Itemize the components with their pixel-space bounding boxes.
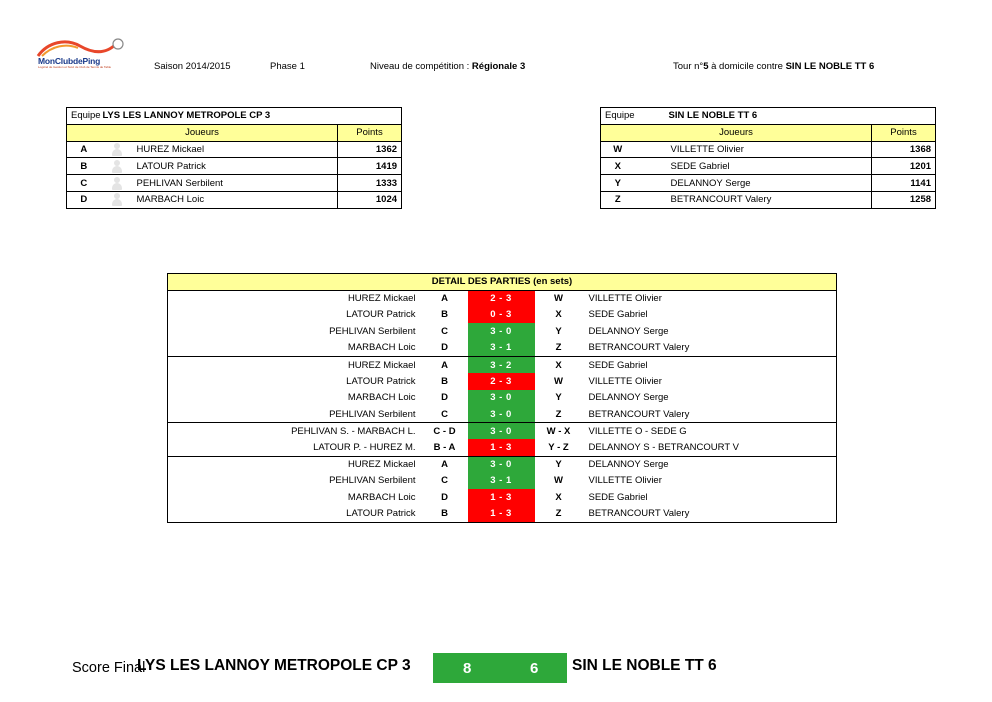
match-away-player: VILLETTE O - SEDE G [583, 423, 837, 440]
match-home-player: LATOUR Patrick [168, 506, 422, 523]
match-row [168, 456, 837, 473]
home-team-name: LYS LES LANNOY METROPOLE CP 3 [101, 108, 402, 125]
home-player-points: 1362 [338, 141, 402, 158]
home-col-players: Joueurs [67, 124, 338, 141]
player-avatar-icon [112, 177, 122, 190]
match-away-letter: W [554, 293, 563, 305]
match-home-player: PEHLIVAN S. - MARBACH L. [168, 423, 422, 440]
match-away-letter: Z [535, 340, 583, 357]
away-player-name: BETRANCOURT Valery [667, 191, 872, 208]
match-score: 0 - 3 [468, 307, 535, 324]
match-home-player: PEHLIVAN Serbilent [168, 406, 422, 423]
match-row [168, 290, 837, 307]
match-row [168, 356, 837, 373]
match-away-player: BETRANCOURT Valery [583, 340, 837, 357]
match-away-player: SEDE Gabriel [583, 307, 837, 324]
match-row [168, 473, 837, 490]
match-away-letter: Y [555, 326, 562, 338]
home-team-table [66, 107, 402, 209]
away-col-players: Joueurs [601, 124, 872, 141]
away-player-points: 1258 [872, 191, 936, 208]
match-score: 3 - 0 [468, 456, 535, 473]
match-row [168, 307, 837, 324]
home-player-name: LATOUR Patrick [133, 158, 338, 175]
away-col-points: Points [872, 124, 936, 141]
away-player-points: 1141 [872, 175, 936, 192]
home-equipe-label: Equipe [67, 108, 101, 125]
away-team-table [600, 107, 936, 209]
logo-swoosh-icon [36, 36, 128, 58]
final-score-label: Score Final [72, 660, 146, 676]
match-score: 1 - 3 [468, 506, 535, 523]
match-home-player: MARBACH Loic [168, 489, 422, 506]
away-player-row: Y DELANNOY Serge 1141 [601, 175, 936, 192]
match-away-letter: X [555, 492, 562, 504]
final-away-score: 6 [530, 660, 539, 677]
match-away-player: VILLETTE Olivier [583, 290, 837, 307]
match-home-letter: C [441, 475, 448, 487]
match-score: 2 - 3 [468, 373, 535, 390]
match-away-player: VILLETTE Olivier [583, 473, 837, 490]
match-row [168, 506, 837, 523]
match-home-player: PEHLIVAN Serbilent [168, 473, 422, 490]
away-player-row: X SEDE Gabriel 1201 [601, 158, 936, 175]
match-score: 2 - 3 [468, 290, 535, 307]
match-away-player: BETRANCOURT Valery [583, 506, 837, 523]
match-home-letter: B - A [422, 439, 468, 456]
home-player-name: MARBACH Loic [133, 191, 338, 208]
match-row [168, 373, 837, 390]
match-home-letter: D [422, 340, 468, 357]
home-player-points: 1333 [338, 175, 402, 192]
match-away-letter: Z [535, 506, 583, 523]
home-player-row: B LATOUR Patrick 1419 [67, 158, 402, 175]
season-label: Saison 2014/2015 [154, 61, 231, 72]
round-info: Tour n°5 à domicile contre SIN LE NOBLE TT 6 [673, 61, 875, 72]
competition-level: Niveau de compétition : Régionale 3 [370, 61, 526, 72]
match-score: 3 - 0 [468, 323, 535, 340]
final-home-score: 8 [463, 660, 472, 677]
home-player-points: 1024 [338, 191, 402, 208]
match-away-letter: Y - Z [535, 439, 583, 456]
match-away-player: DELANNOY Serge [583, 323, 837, 340]
club-logo [36, 36, 128, 68]
match-row [168, 439, 837, 456]
match-home-letter: C [441, 326, 448, 338]
match-home-player: LATOUR Patrick [168, 307, 422, 324]
match-away-letter: Y [555, 392, 562, 404]
match-score: 3 - 0 [468, 423, 535, 440]
away-player-row: W VILLETTE Olivier 1368 [601, 141, 936, 158]
away-equipe-label: Equipe [601, 108, 635, 125]
away-player-name: SEDE Gabriel [667, 158, 872, 175]
away-player-name: VILLETTE Olivier [667, 141, 872, 158]
match-away-letter: W [554, 375, 563, 387]
match-score: 3 - 1 [468, 340, 535, 357]
home-player-points: 1419 [338, 158, 402, 175]
match-row [168, 390, 837, 407]
match-home-player: MARBACH Loic [168, 390, 422, 407]
match-away-player: DELANNOY S - BETRANCOURT V [583, 439, 837, 456]
match-home-letter: B [441, 309, 448, 321]
match-home-letter: B [441, 375, 448, 387]
match-home-letter: C - D [433, 425, 456, 437]
home-player-row: A HUREZ Mickael 1362 [67, 141, 402, 158]
away-player-name: DELANNOY Serge [667, 175, 872, 192]
home-col-points: Points [338, 124, 402, 141]
match-score: 3 - 0 [468, 406, 535, 423]
match-score: 3 - 1 [468, 473, 535, 490]
match-home-letter: C [422, 406, 468, 423]
match-away-player: SEDE Gabriel [583, 489, 837, 506]
home-player-name: HUREZ Mickael [133, 141, 338, 158]
match-detail-table [167, 273, 837, 523]
match-away-letter: W - X [546, 425, 571, 437]
match-home-letter: A [441, 459, 448, 471]
away-player-points: 1201 [872, 158, 936, 175]
competition-level-value: Régionale 3 [471, 61, 526, 72]
round-number: 5 [703, 61, 709, 72]
home-player-row: D MARBACH Loic 1024 [67, 191, 402, 208]
final-away-team: SIN LE NOBLE TT 6 [572, 657, 717, 674]
match-away-letter: X [555, 309, 562, 321]
logo-tagline: Logiciel de Gestion et Suivi de Club de Tennis de Table [38, 65, 112, 69]
match-score: 3 - 2 [468, 356, 535, 373]
match-score: 1 - 3 [468, 439, 535, 456]
match-row [168, 489, 837, 506]
match-home-letter: A [441, 293, 448, 305]
detail-title: DETAIL DES PARTIES (en sets) [168, 274, 837, 291]
final-home-team: LYS LES LANNOY METROPOLE CP 3 [137, 657, 411, 674]
match-home-letter: B [422, 506, 468, 523]
home-player-row: C PEHLIVAN Serbilent 1333 [67, 175, 402, 192]
match-home-player: MARBACH Loic [168, 340, 422, 357]
away-player-points: 1368 [872, 141, 936, 158]
match-score: 1 - 3 [468, 489, 535, 506]
match-home-letter: D [441, 492, 448, 504]
final-score-box [433, 653, 567, 683]
away-team-name: SIN LE NOBLE TT 6 [635, 108, 936, 125]
match-away-player: SEDE Gabriel [583, 356, 837, 373]
match-row [168, 323, 837, 340]
match-away-player: BETRANCOURT Valery [583, 406, 837, 423]
player-avatar-icon [112, 143, 122, 156]
match-away-letter: W [554, 475, 563, 487]
away-player-row: Z BETRANCOURT Valery 1258 [601, 191, 936, 208]
match-home-player: PEHLIVAN Serbilent [168, 323, 422, 340]
home-player-name: PEHLIVAN Serbilent [133, 175, 338, 192]
match-away-player: DELANNOY Serge [583, 456, 837, 473]
match-away-letter: X [555, 359, 562, 371]
match-away-letter: Y [555, 459, 562, 471]
player-avatar-icon [112, 160, 122, 173]
player-avatar-icon [112, 193, 122, 206]
match-home-player: LATOUR P. - HUREZ M. [168, 439, 422, 456]
match-home-player: HUREZ Mickael [168, 356, 422, 373]
match-row [168, 423, 837, 440]
match-away-letter: Z [535, 406, 583, 423]
match-row [168, 340, 837, 357]
match-away-player: DELANNOY Serge [583, 390, 837, 407]
match-home-letter: D [441, 392, 448, 404]
match-away-player: VILLETTE Olivier [583, 373, 837, 390]
logo-name: MonClubdePing [38, 56, 101, 66]
match-row [168, 406, 837, 423]
match-home-player: HUREZ Mickael [168, 456, 422, 473]
match-home-player: LATOUR Patrick [168, 373, 422, 390]
match-home-letter: A [441, 359, 448, 371]
round-opponent: SIN LE NOBLE TT 6 [785, 61, 875, 72]
match-home-player: HUREZ Mickael [168, 290, 422, 307]
match-score: 3 - 0 [468, 390, 535, 407]
phase-label: Phase 1 [270, 61, 305, 72]
